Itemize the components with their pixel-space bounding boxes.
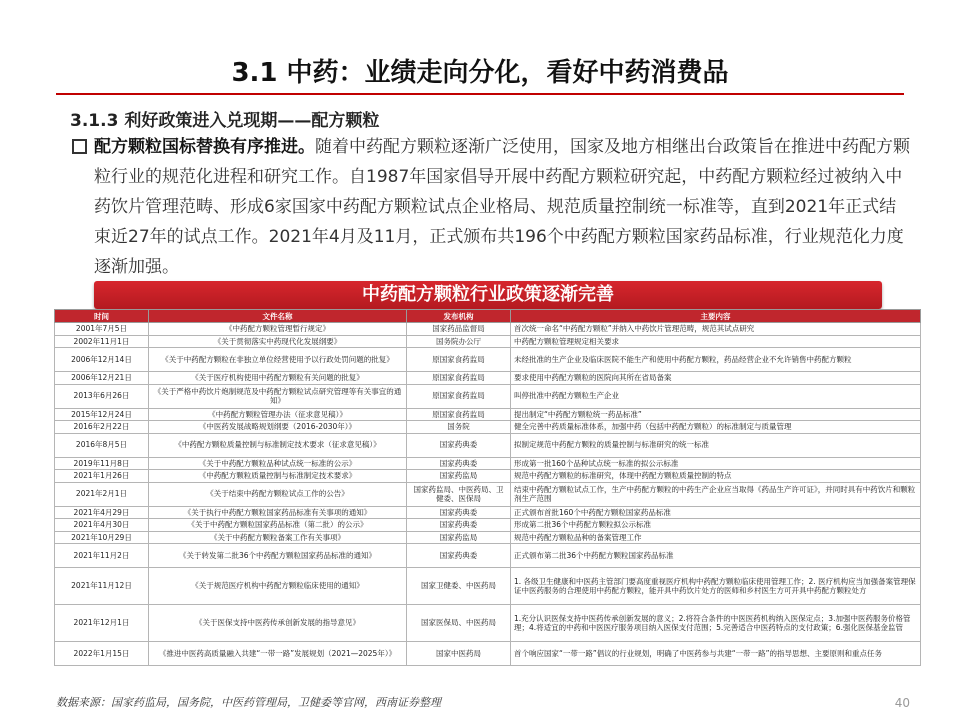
table-row bbox=[55, 470, 921, 483]
cell-agency: 国家药典委 bbox=[407, 457, 511, 470]
cell-agency: 国家医保局、中医药局 bbox=[407, 605, 511, 642]
cell-document: 《关于医疗机构使用中药配方颗粒有关问题的批复》 bbox=[149, 372, 407, 385]
cell-date: 2022年1月15日 bbox=[55, 642, 149, 666]
title-divider bbox=[56, 93, 904, 95]
cell-document: 《中药配方颗粒管理办法（征求意见稿）》 bbox=[149, 408, 407, 421]
table-row bbox=[55, 372, 921, 385]
cell-agency: 国务院办公厅 bbox=[407, 335, 511, 348]
cell-content: 形成第二批36个中药配方颗粒拟公示标准 bbox=[511, 519, 921, 532]
cell-date: 2021年4月30日 bbox=[55, 519, 149, 532]
cell-content: 首次统一命名“中药配方颗粒”并纳入中药饮片管理范畴，规范其试点研究 bbox=[511, 323, 921, 336]
cell-content: 正式颁布第二批36个中药配方颗粒国家药品标准 bbox=[511, 544, 921, 568]
cell-date: 2013年6月26日 bbox=[55, 384, 149, 408]
table-row bbox=[55, 568, 921, 605]
cell-agency: 国家药典委 bbox=[407, 519, 511, 532]
cell-document: 《关于规范医疗机构中药配方颗粒临床使用的通知》 bbox=[149, 568, 407, 605]
cell-date: 2021年11月12日 bbox=[55, 568, 149, 605]
cell-agency: 原国家食药监局 bbox=[407, 372, 511, 385]
table-row bbox=[55, 323, 921, 336]
cell-date: 2016年8月5日 bbox=[55, 433, 149, 457]
cell-date: 2015年12月24日 bbox=[55, 408, 149, 421]
table-row bbox=[55, 544, 921, 568]
cell-date: 2001年7月5日 bbox=[55, 323, 149, 336]
cell-date: 2006年12月21日 bbox=[55, 372, 149, 385]
bullet-paragraph bbox=[72, 132, 912, 282]
table-row bbox=[55, 457, 921, 470]
header-agency: 发布机构 bbox=[407, 310, 511, 323]
cell-document: 《推进中医药高质量融入共建“一带一路”发展规划（2021—2025年）》 bbox=[149, 642, 407, 666]
section-subheading: 3.1.3 利好政策进入兑现期——配方颗粒 bbox=[70, 111, 380, 131]
cell-content: 叫停批准中药配方颗粒生产企业 bbox=[511, 384, 921, 408]
cell-agency: 国家卫健委、中医药局 bbox=[407, 568, 511, 605]
table-row bbox=[55, 605, 921, 642]
cell-agency: 国家药典委 bbox=[407, 433, 511, 457]
cell-document: 《关于中药配方颗粒品种试点统一标准的公示》 bbox=[149, 457, 407, 470]
cell-agency: 国家药品监督局 bbox=[407, 323, 511, 336]
cell-document: 《中药配方颗粒质量控制与标准制定技术要求（征求意见稿）》 bbox=[149, 433, 407, 457]
cell-date: 2021年2月1日 bbox=[55, 482, 149, 506]
table-row bbox=[55, 335, 921, 348]
table-header-row bbox=[55, 310, 921, 323]
cell-document: 《关于中药配方颗粒备案工作有关事项》 bbox=[149, 531, 407, 544]
cell-agency: 国家药典委 bbox=[407, 506, 511, 519]
cell-agency: 国家药监局、中医药局、卫健委、医保局 bbox=[407, 482, 511, 506]
cell-content: 要求使用中药配方颗粒的医院向其所在省局备案 bbox=[511, 372, 921, 385]
table-row bbox=[55, 506, 921, 519]
cell-date: 2021年11月2日 bbox=[55, 544, 149, 568]
cell-date: 2021年12月1日 bbox=[55, 605, 149, 642]
cell-content: 首个响应国家“一带一路”倡议的行业规划，明确了中医药参与共建“一带一路”的指导思想、主要原则和重点任务 bbox=[511, 642, 921, 666]
cell-agency: 国务院 bbox=[407, 421, 511, 434]
page-number: 40 bbox=[894, 696, 910, 710]
cell-agency: 国家中医药局 bbox=[407, 642, 511, 666]
table-row bbox=[55, 348, 921, 372]
cell-content: 形成第一批160个品种试点统一标准的拟公示标准 bbox=[511, 457, 921, 470]
cell-content: 正式颁布首批160个中药配方颗粒国家药品标准 bbox=[511, 506, 921, 519]
cell-document: 《中药配方颗粒管理暂行规定》 bbox=[149, 323, 407, 336]
bullet-text bbox=[94, 132, 912, 282]
cell-date: 2021年10月29日 bbox=[55, 531, 149, 544]
table-row bbox=[55, 642, 921, 666]
table-row bbox=[55, 384, 921, 408]
bullet-lead: 配方颗粒国标替换有序推进。 bbox=[94, 137, 315, 157]
data-source-note: 数据来源：国家药监局，国务院，中医药管理局，卫健委等官网，西南证券整理 bbox=[56, 696, 441, 709]
table-row bbox=[55, 421, 921, 434]
cell-date: 2002年11月1日 bbox=[55, 335, 149, 348]
cell-content: 1. 各级卫生健康和中医药主管部门要高度重视医疗机构中药配方颗粒临床使用管理工作；2. 医疗机构应当加强备案管理保证中医药服务的合理使用中药配方颗粒，能开具中药饮片处方的医师和乡村医生方可开具中药配方颗粒处方 bbox=[511, 568, 921, 605]
cell-document: 《中医药发展战略规划纲要（2016-2030年）》 bbox=[149, 421, 407, 434]
header-content: 主要内容 bbox=[511, 310, 921, 323]
header-date: 时间 bbox=[55, 310, 149, 323]
cell-document: 《中药配方颗粒质量控制与标准制定技术要求》 bbox=[149, 470, 407, 483]
bullet-body: 随着中药配方颗粒逐渐广泛使用，国家及地方相继出台政策旨在推进中药配方颗粒行业的规范化进程和研究工作。自1987年国家倡导开展中药配方颗粒研究起，中药配方颗粒经过被纳入中药饮片管理范畴、形成6家国家中药配方颗粒试点企业格局、规范质量控制统一标准等，直到2021年正式结束近27年的试点工作。2021年4月及11月，正式颁布共196个中药配方颗粒国家药品标准，行业规范化力度逐渐加强。 bbox=[94, 137, 910, 277]
cell-content: 1.充分认识医保支持中医药传承创新发展的意义；2.将符合条件的中医医药机构纳入医保定点；3.加强中医药服务价格管理；4.将适宜的中药和中医医疗服务项目纳入医保支付范围；5.完善适合中医药特点的支付政策；6.强化医保基金监管 bbox=[511, 605, 921, 642]
table-row bbox=[55, 482, 921, 506]
cell-document: 《关于医保支持中医药传承创新发展的指导意见》 bbox=[149, 605, 407, 642]
table-row bbox=[55, 433, 921, 457]
policy-table bbox=[54, 309, 921, 666]
cell-content: 结束中药配方颗粒试点工作，生产中药配方颗粒的中药生产企业应当取得《药品生产许可证》，并同时具有中药饮片和颗粒剂生产范围 bbox=[511, 482, 921, 506]
cell-agency: 国家药监局 bbox=[407, 531, 511, 544]
cell-date: 2006年12月14日 bbox=[55, 348, 149, 372]
cell-agency: 国家药典委 bbox=[407, 544, 511, 568]
cell-document: 《关于中药配方颗粒国家药品标准（第二批）的公示》 bbox=[149, 519, 407, 532]
table-row bbox=[55, 408, 921, 421]
cell-agency: 原国家食药监局 bbox=[407, 408, 511, 421]
header-document: 文件名称 bbox=[149, 310, 407, 323]
cell-agency: 原国家食药监局 bbox=[407, 384, 511, 408]
slide-title: 3.1 中药：业绩走向分化，看好中药消费品 bbox=[231, 58, 729, 88]
checkbox-bullet-icon bbox=[72, 139, 87, 154]
cell-content: 中药配方颗粒管理规定相关要求 bbox=[511, 335, 921, 348]
cell-content: 健全完善中药质量标准体系，加强中药（包括中药配方颗粒）的标准制定与质量管理 bbox=[511, 421, 921, 434]
cell-document: 《关于中药配方颗粒在非独立单位经营使用予以行政处罚问题的批复》 bbox=[149, 348, 407, 372]
cell-content: 未经批准的生产企业及临床医院不能生产和使用中药配方颗粒，药品经营企业不允许销售中药配方颗粒 bbox=[511, 348, 921, 372]
cell-agency: 原国家食药监局 bbox=[407, 348, 511, 372]
cell-document: 《关于执行中药配方颗粒国家药品标准有关事项的通知》 bbox=[149, 506, 407, 519]
cell-document: 《关于结束中药配方颗粒试点工作的公告》 bbox=[149, 482, 407, 506]
cell-content: 规范中药配方颗粒的标准研究，体现中药配方颗粒质量控制的特点 bbox=[511, 470, 921, 483]
cell-date: 2016年2月22日 bbox=[55, 421, 149, 434]
policy-table-body bbox=[55, 323, 921, 666]
table-row bbox=[55, 531, 921, 544]
cell-content: 提出制定“中药配方颗粒统一药品标准” bbox=[511, 408, 921, 421]
cell-date: 2019年11月8日 bbox=[55, 457, 149, 470]
cell-document: 《关于贯彻落实中药现代化发展纲要》 bbox=[149, 335, 407, 348]
cell-document: 《关于转发第二批36个中药配方颗粒国家药品标准的通知》 bbox=[149, 544, 407, 568]
cell-content: 拟制定规范中药配方颗粒的质量控制与标准研究的统一标准 bbox=[511, 433, 921, 457]
cell-date: 2021年4月29日 bbox=[55, 506, 149, 519]
cell-date: 2021年1月26日 bbox=[55, 470, 149, 483]
table-banner: 中药配方颗粒行业政策逐渐完善 bbox=[94, 281, 882, 309]
cell-agency: 国家药监局 bbox=[407, 470, 511, 483]
cell-content: 规范中药配方颗粒品种的备案管理工作 bbox=[511, 531, 921, 544]
table-row bbox=[55, 519, 921, 532]
cell-document: 《关于严格中药饮片炮制规范及中药配方颗粒试点研究管理等有关事宜的通知》 bbox=[149, 384, 407, 408]
